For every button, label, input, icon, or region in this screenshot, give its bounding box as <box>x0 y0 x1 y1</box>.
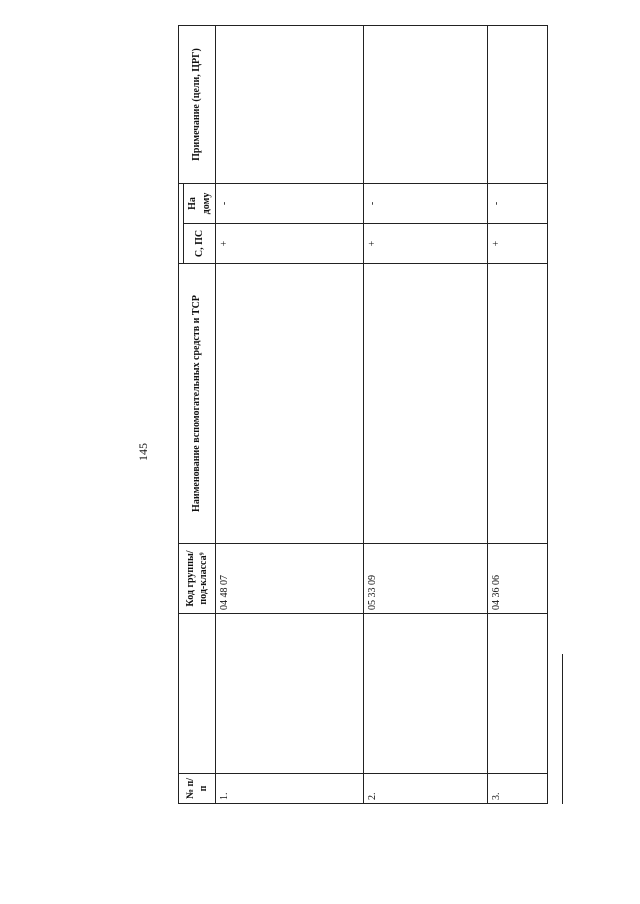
row-note <box>488 26 548 184</box>
page-number: 145 <box>136 443 150 461</box>
row-aids <box>488 264 548 544</box>
header-form-home: На дому <box>184 184 216 224</box>
row-cps: + <box>364 224 488 264</box>
row-equipment <box>364 614 488 774</box>
table-header-row <box>179 26 184 804</box>
equipment-table <box>178 25 548 804</box>
row-aids <box>216 264 364 544</box>
row-num: 2. <box>364 774 488 804</box>
header-aid-name: Наименование вспомогательных средств и ТСР <box>179 264 216 544</box>
row-home: - <box>488 184 548 224</box>
table-row <box>364 26 488 804</box>
table-row <box>488 26 548 804</box>
row-equipment <box>216 614 364 774</box>
row-note <box>364 26 488 184</box>
row-aids <box>364 264 488 544</box>
row-note <box>216 26 364 184</box>
row-equipment <box>488 614 548 774</box>
row-code: 04 36 06 <box>488 544 548 614</box>
header-num: № п/п <box>179 774 216 804</box>
footnotes <box>562 26 566 804</box>
header-form-cps: С, ПС <box>184 224 216 264</box>
footnote-divider <box>562 654 563 804</box>
row-cps: + <box>488 224 548 264</box>
row-code: 05 33 09 <box>364 544 488 614</box>
row-cps: + <box>216 224 364 264</box>
row-num: 1. <box>216 774 364 804</box>
header-note: Примечание (цели, ЦРГ) <box>179 26 216 184</box>
table-row <box>216 26 364 804</box>
row-num: 3. <box>488 774 548 804</box>
row-home: - <box>216 184 364 224</box>
header-group-code: Код группы/под-класса⁹ <box>179 544 216 614</box>
header-equipment-name <box>179 614 216 774</box>
row-home: - <box>364 184 488 224</box>
row-code: 04 48 07 <box>216 544 364 614</box>
